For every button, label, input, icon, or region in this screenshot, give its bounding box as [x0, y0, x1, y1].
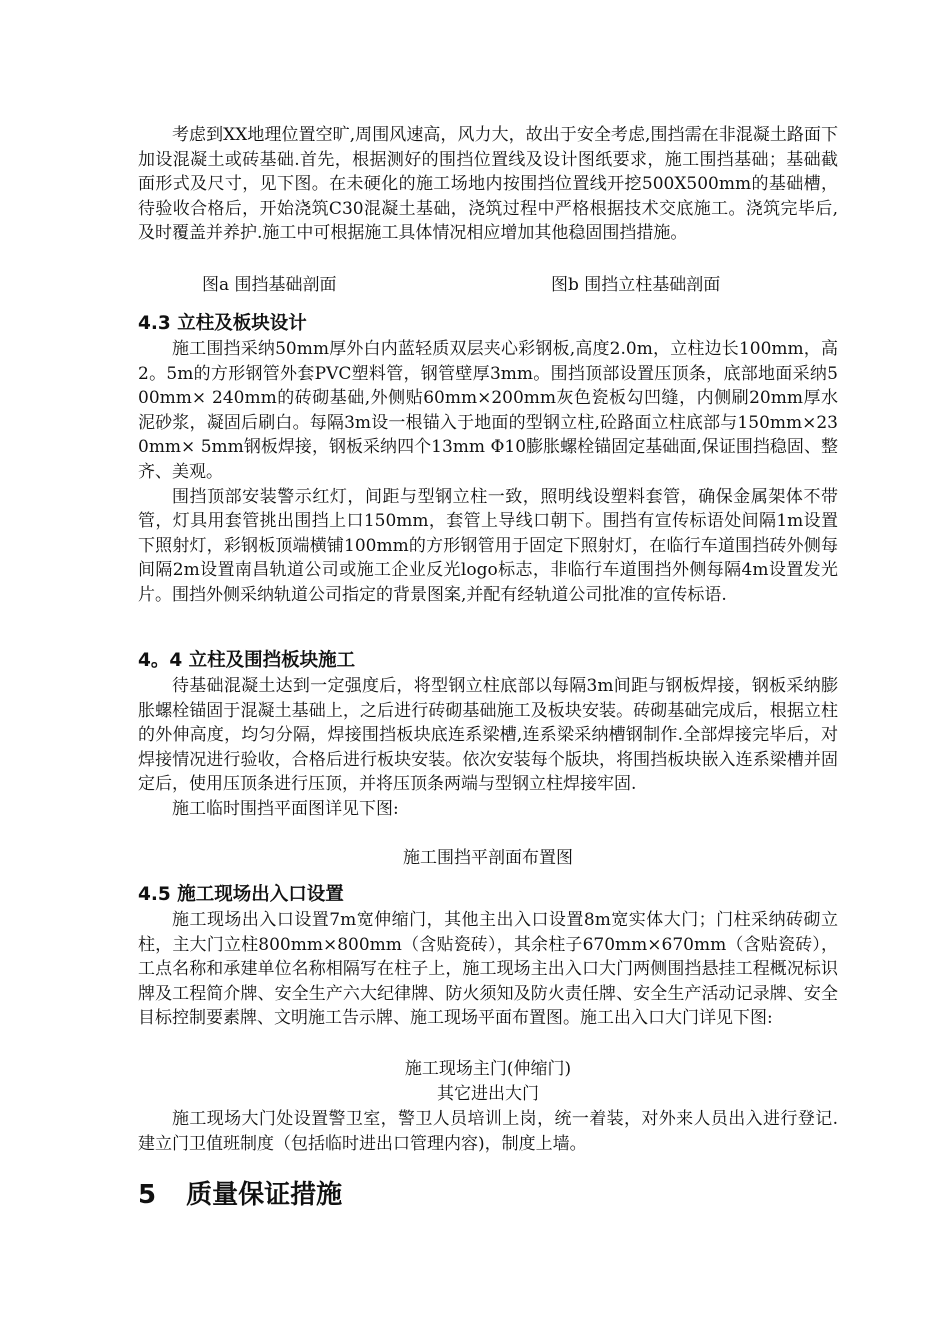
figure-b-caption: 图b 围挡立柱基础剖面: [551, 275, 721, 295]
section-4-5-heading: 4.5 施工现场出入口设置: [138, 884, 344, 905]
section-5-title: 质量保证措施: [186, 1180, 343, 1210]
section-4-3-heading: 4.3 立柱及板块设计: [138, 313, 307, 334]
intro-paragraph: 考虑到XX地理位置空旷,周围风速高，风力大，故出于安全考虑,围挡需在非混凝土路面下加设混凝土或砖基础.首先，根据测好的围挡位置线及设计图纸要求，施工围挡基础；基础截面形式及尺寸，见下图。在未硬化的施工场地内按围挡位置线开挖500X500mm的基础槽，待验收合格后，开始浇筑C30混凝土基础，浇筑过程中严格根据技术交底施工。浇筑完毕后,及时覆盖并养护.施工中可根据施工具体情况相应增加其他稳固围挡措施。: [138, 125, 838, 244]
figure-a-caption: 图a 围挡基础剖面: [202, 275, 337, 295]
section-4-4-paragraph-1: 待基础混凝土达到一定强度后，将型钢立柱底部以每隔3m间距与钢板焊接，钢板采纳膨胀螺栓锚固于混凝土基础上，之后进行砖砌基础施工及板块安装。砖砌基础完成后，根据立柱的外伸高度，均匀分隔，焊接围挡板块底连系梁槽,连系梁采纳槽钢制作.全部焊接完毕后，对焊接情况进行验收，合格后进行板块安装。依次安装每个版块，将围挡板块嵌入连系梁槽并固定后，使用压顶条进行压顶，并将压顶条两端与型钢立柱焊接牢固.: [138, 676, 838, 795]
section-5-number: 5: [138, 1180, 157, 1210]
section-4-3-paragraph-2: 围挡顶部安装警示红灯，间距与型钢立柱一致，照明线设塑料套管，确保金属架体不带管，灯具用套管挑出围挡上口150mm，套管上导线口朝下。围挡有宣传标语处间隔1m设置下照射灯，彩钢板顶端横铺100mm的方形钢管用于固定下照射灯，在临行车道围挡砖外侧每间隔2m设置南昌轨道公司或施工企业反光logo标志，非临行车道围挡外侧每隔4m设置发光片。围挡外侧采纳轨道公司指定的背景图案,并配有经轨道公司批准的宣传标语.: [138, 486, 838, 605]
section-4-5-paragraph-1: 施工现场出入口设置7m宽伸缩门，其他主出入口设置8m宽实体大门；门柱采纳砖砌立柱，主大门立柱800mm×800mm（含贴瓷砖），其余柱子670mm×670mm（含贴瓷砖），工点名称和承建单位名称相隔写在柱子上，施工现场主出入口大门两侧围挡悬挂工程概况标识牌及工程简介牌、安全生产六大纪律牌、防火须知及防火责任牌、安全生产活动记录牌、安全目标控制要素牌、文明施工告示牌、施工现场平面布置图。施工出入口大门详见下图:: [138, 910, 838, 1029]
intro-section: [138, 123, 838, 246]
other-gate-caption: 其它进出大门: [437, 1084, 539, 1104]
section-4-4: [138, 648, 838, 822]
section-4-5-closing: [138, 1107, 838, 1156]
section-4-5: [138, 882, 838, 1031]
section-4-5-paragraph-2: 施工现场大门处设置警卫室，警卫人员培训上岗，统一着装，对外来人员出入进行登记.建立门卫值班制度（包括临时进出口管理内容)，制度上墙。: [138, 1109, 838, 1154]
section-4-4-paragraph-2: 施工临时围挡平面图详见下图:: [172, 798, 399, 819]
section-4-3-paragraph-1: 施工围挡采纳50mm厚外白内蓝轻质双层夹心彩钢板,高度2.0m，立柱边长100mm，高2。5m的方形钢管外套PVC塑料管，钢管壁厚3mm。围挡顶部设置压顶条，底部地面采纳500mm× 240mm的砖砌基础,外侧贴60mm×200mm灰色瓷板勾凹缝，内侧刷20mm厚水泥砂浆，凝固后刷白。每隔3m设一根锚入于地面的型钢立柱,砼路面立柱底部与150mm×230mm× 5mm钢板焊接，钢板采纳四个13mm Φ10膨胀螺栓锚固定基础面,保证围挡稳固、整齐、美观。: [138, 339, 838, 482]
section-5-heading: [138, 1178, 838, 1212]
section-4-4-heading: 4。4 立柱及围挡板块施工: [138, 650, 356, 671]
layout-figure-caption: 施工围挡平剖面布置图: [403, 848, 573, 868]
section-5: [138, 1178, 838, 1212]
main-gate-caption: 施工现场主门(伸缩门): [404, 1059, 572, 1079]
section-4-3: [138, 311, 838, 608]
